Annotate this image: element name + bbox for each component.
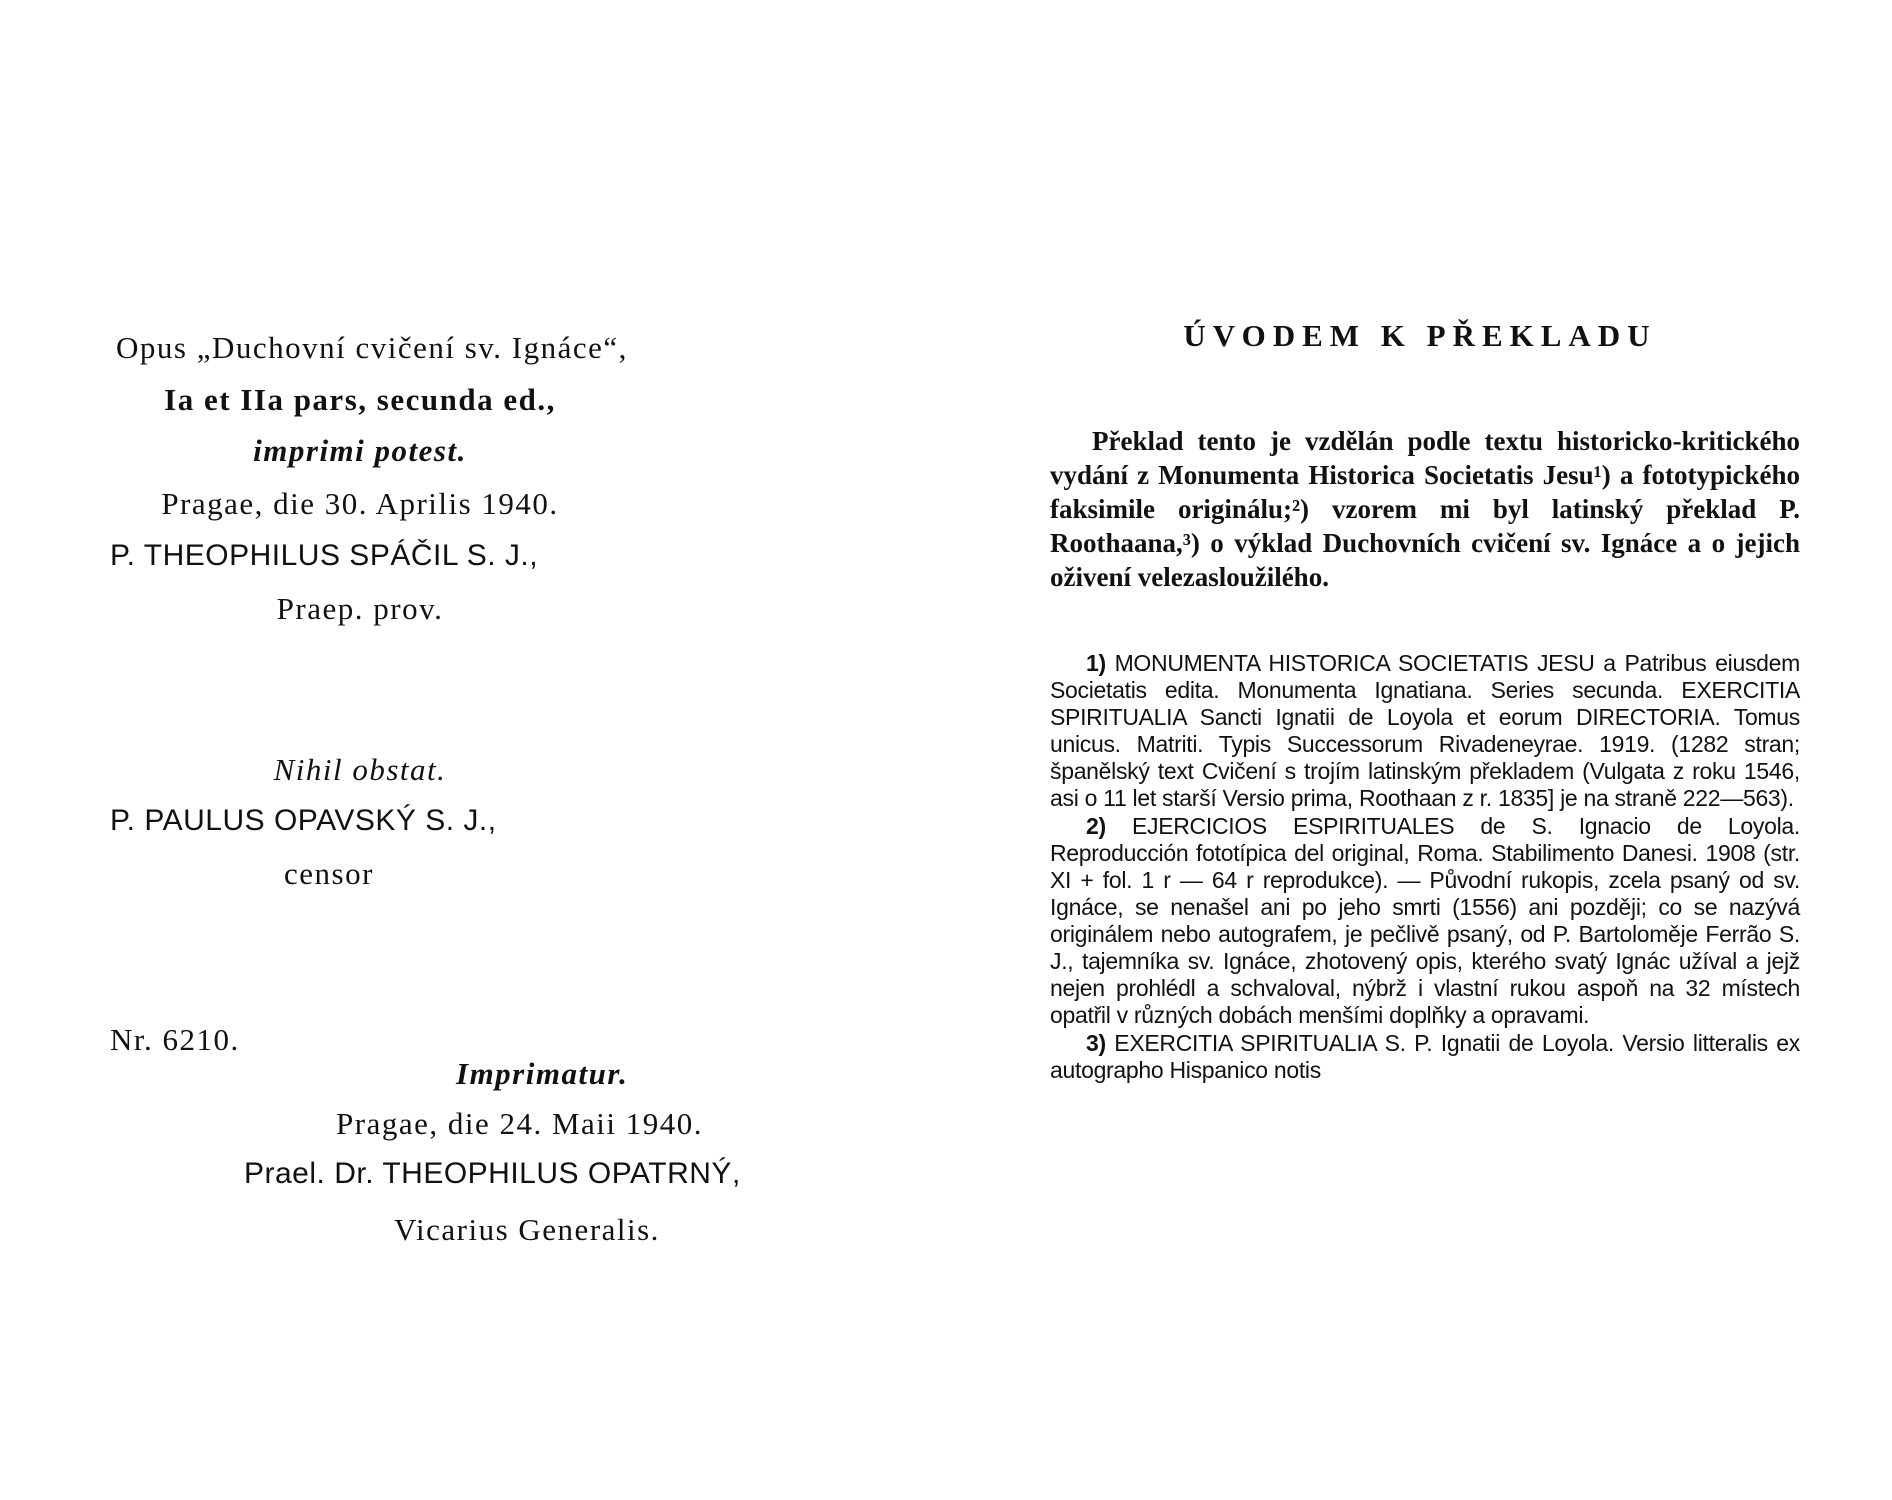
footnote-text: EXERCITIA SPIRITUALIA S. P. Ignatii de Loyola. Versio litteralis ex autographo Hispanico notis — [1050, 1030, 1800, 1083]
number-line: Nr. 6210. — [110, 1022, 240, 1057]
footnote-2 — [1050, 813, 1800, 1029]
preface-title: ÚVODEM K PŘEKLADU — [1183, 318, 1657, 353]
preface-body: Překlad tento je vzdělán podle textu historicko-kritického vydání z Monumenta Historica Societatis Jesu¹) a fototypického faksimile originálu;²) vzorem mi byl latinský překlad P. Roothaana,³) o výklad Duchovních cvičení sv. Ignáce a o jejich oživení velezasloužilého. — [1050, 426, 1800, 592]
footnote-3 — [1050, 1030, 1800, 1084]
role-line-1: Praep. prov. — [276, 591, 444, 626]
footnotes — [1050, 650, 1800, 1085]
footnote-mark: 3) — [1086, 1030, 1106, 1056]
signer-line-3: Prael. Dr. THEOPHILUS OPATRNÝ, — [244, 1157, 741, 1190]
pars-line: Ia et IIa pars, secunda ed., — [164, 382, 556, 417]
signer-line-2: P. PAULUS OPAVSKÝ S. J., — [110, 804, 497, 837]
nihil-obstat-line: Nihil obstat. — [273, 752, 447, 787]
footnote-mark: 1) — [1086, 650, 1106, 676]
role-line-2: censor — [284, 856, 374, 891]
preface-page — [1040, 0, 1800, 1500]
footnote-1 — [1050, 650, 1800, 812]
date-line-1: Pragae, die 30. Aprilis 1940. — [161, 486, 559, 521]
opus-line: Opus „Duchovní cvičení sv. Ignáce“, — [116, 330, 628, 365]
imprimi-potest-line: imprimi potest. — [253, 433, 467, 468]
imprimatur-line: Imprimatur. — [456, 1056, 629, 1091]
footnote-text: EJERCICIOS ESPIRITUALES de S. Ignacio de Loyola. Reproducción fototípica del original, Roma. Stabilimento Danesi. 1908 (str. XI + fol. 1 r — 64 r reprodukce). — Původní rukopis, zcela psaný od sv. Ignáce, se nenašel ani po jeho smrti (1556) ani později; co se nazývá originálem nebo autografem, je pečlivě psaný, od P. Bartoloměje Ferrão S. J., tajemníka sv. Ignáce, zhotovený opis, kterého svatý Ignác užíval a jejž nejen prohlédl a schvaloval, nýbrž i vlastní rukou aspoň na 32 místech opatřil v různých dobách menšími doplňky a opravami. — [1050, 813, 1800, 1028]
date-line-2: Pragae, die 24. Maii 1940. — [336, 1106, 704, 1141]
signer-line-1: P. THEOPHILUS SPÁČIL S. J., — [110, 539, 539, 572]
footnote-text: MONUMENTA HISTORICA SOCIETATIS JESU a Patribus eiusdem Societatis edita. Monumenta Ignatiana. Series secunda. EXERCITIA SPIRITUALIA Sancti Ignatii de Loyola et eorum DIRECTORIA. Tomus unicus. Matriti. Typis Successorum Rivadeneyrae. 1919. (1282 stran; španělský text Cvičení s trojím latinským překladem (Vulgata z roku 1546, asi o 11 let starší Versio prima, Roothaan z r. 1835] je na straně 222—563). — [1050, 650, 1801, 811]
role-line-3: Vicarius Generalis. — [394, 1212, 660, 1247]
footnote-mark: 2) — [1086, 813, 1106, 839]
